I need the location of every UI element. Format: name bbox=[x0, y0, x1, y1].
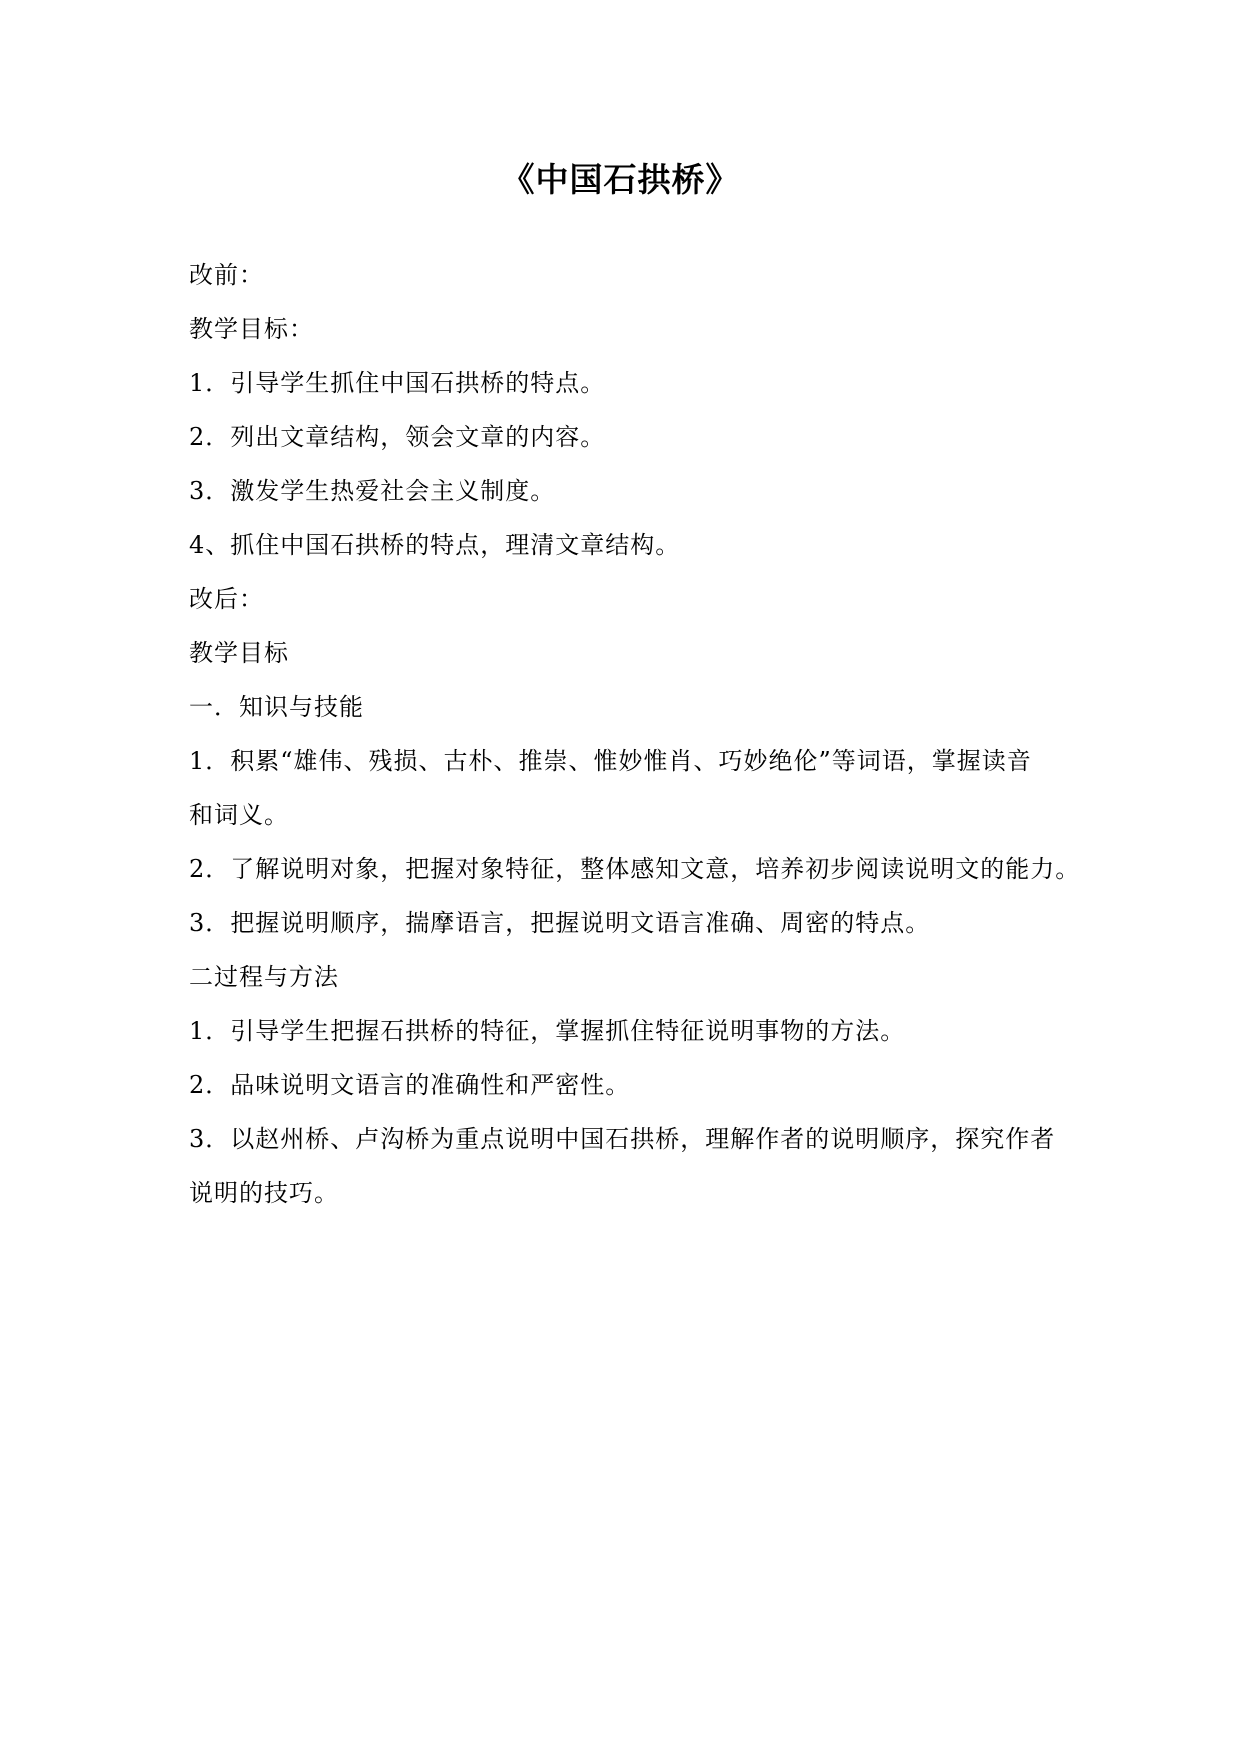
subheading-knowledge-skills: 一．知识与技能 bbox=[189, 693, 364, 721]
goal-item: 1．积累“雄伟、残损、古朴、推崇、惟妙惟肖、巧妙绝伦”等词语，掌握读音 bbox=[189, 747, 1032, 775]
goal-item: 1．引导学生抓住中国石拱桥的特点。 bbox=[189, 369, 606, 397]
subheading-process-methods: 二过程与方法 bbox=[189, 963, 339, 991]
section-label-before: 改前： bbox=[189, 261, 264, 289]
document-body bbox=[189, 248, 1081, 1220]
goal-item: 2．了解说明对象，把握对象特征，整体感知文意，培养初步阅读说明文的能力。 bbox=[189, 855, 1081, 883]
goal-item-continuation: 说明的技巧。 bbox=[189, 1179, 339, 1207]
goal-item: 1．引导学生把握石拱桥的特征，掌握抓住特征说明事物的方法。 bbox=[189, 1017, 906, 1045]
document-title: 《中国石拱桥》 bbox=[501, 160, 740, 199]
goal-item: 2．列出文章结构，领会文章的内容。 bbox=[189, 423, 606, 451]
goal-item-continuation: 和词义。 bbox=[189, 801, 289, 829]
section-label-after: 改后： bbox=[189, 585, 264, 613]
heading-teaching-goals: 教学目标 bbox=[189, 639, 289, 667]
goal-item: 2．品味说明文语言的准确性和严密性。 bbox=[189, 1071, 631, 1099]
goal-item: 3．以赵州桥、卢沟桥为重点说明中国石拱桥，理解作者的说明顺序，探究作者 bbox=[189, 1125, 1056, 1153]
heading-teaching-goals: 教学目标： bbox=[189, 315, 314, 343]
goal-item: 3．激发学生热爱社会主义制度。 bbox=[189, 477, 556, 505]
goal-item: 4、抓住中国石拱桥的特点，理清文章结构。 bbox=[189, 531, 681, 559]
goal-item: 3．把握说明顺序，揣摩语言，把握说明文语言准确、周密的特点。 bbox=[189, 909, 931, 937]
